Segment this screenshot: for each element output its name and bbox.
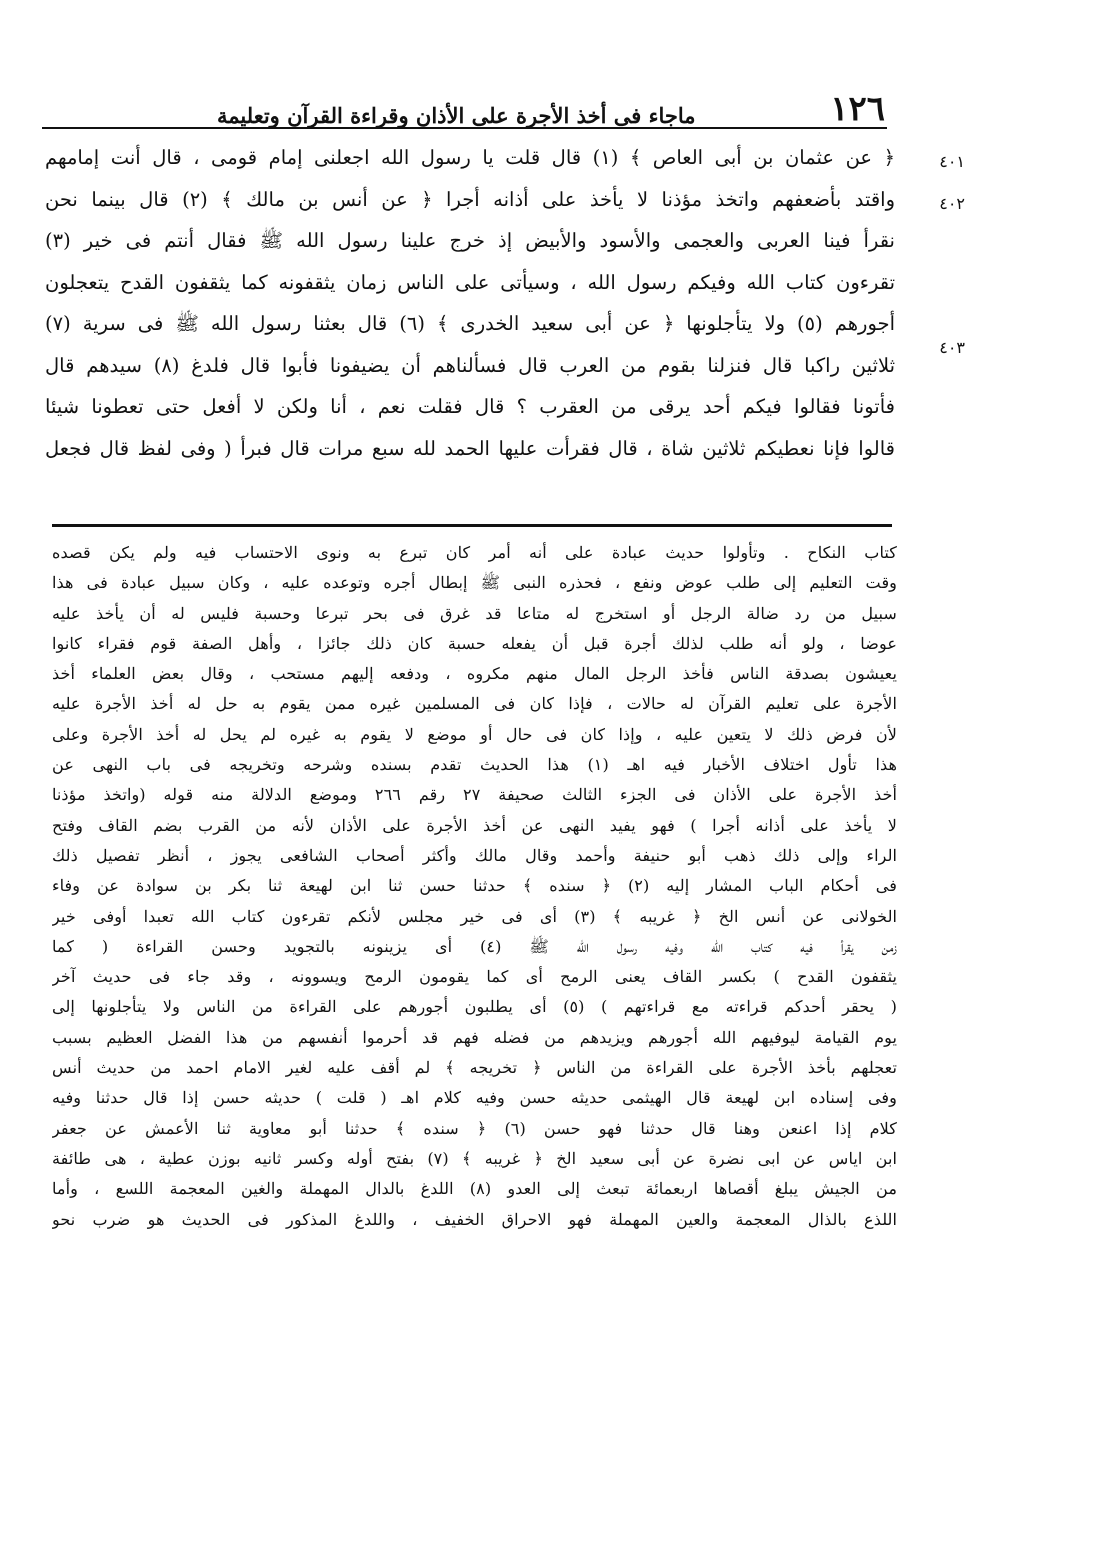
page-number: ١٢٦ xyxy=(830,89,885,129)
running-title: ماجاء فى أخذ الأجرة على الأذان وقراءة القرآن وتعليمة xyxy=(217,103,696,128)
hadith-line: ثلاثين راكبا قال فنزلنا بقوم من العرب قال فسألناهم أن يضيفونا فأبوا قال فلدغ (٨) سيدهم قال xyxy=(45,353,895,377)
hadith-line: أجورهم (٥) ولا يتأجلونها ﴿ عن أبى سعيد الخدرى ﴾ (٦) قال بعثنا رسول الله ﷺ فى سرية (٧) xyxy=(45,312,895,335)
commentary-line: يعيشون بصدقة الناس فأخذ الرجل المال منهم مكروه ، ودفعه إليهم مستحب ، وقال بعض العلماء أخذ xyxy=(52,664,897,684)
commentary-line: لا يأخذ على أذانه أجرا ) فهو يفيد النهى عن أخذ الأجرة على الأذان لأنه من القرب بضم القاف وفتح xyxy=(52,815,897,835)
commentary-line: تعجلهم بأخذ الأجرة على القراءة من الناس ﴿ تخريجه ﴾ لم أقف عليه لغير الامام احمد من حديث أنس xyxy=(52,1058,897,1078)
hadith-line: فأتونا فقالوا فيكم أحد يرقى من العقرب ؟ قال فقلت نعم ، أنا ولكن لا أفعل حتى تعطونا شيئا xyxy=(45,395,895,418)
hadith-number: ٤٠٣ xyxy=(939,338,965,357)
commentary-line: سبيل من رد ضالة الرجل أو استخرج له متاعا قد غرق فى بحر تبرعا وحسبة فليس له أن يأخذ عليه xyxy=(52,603,897,623)
hadith-number: ٤٠٢ xyxy=(939,194,965,213)
commentary-line: الراء وإلى ذلك ذهب أبو حنيفة وأحمد وقال مالك وأكثر أصحاب الشافعى يجوز ، أنظر تفصيل ذلك xyxy=(52,845,897,865)
commentary-line: هذا تأول اختلاف الأخبار فيه اهـ (١) هذا الحديث تقدم بسنده وشرحه وتخريجه فى باب النهى عن xyxy=(52,755,897,775)
commentary-line: زمن يقرأ فيه كتاب الله وفيه رسول الله ﷺ (٤) أى يزينونه بالتجويد وحسن القراءة ( كما xyxy=(52,936,897,956)
commentary-line: يوم القيامة ليوفيهم الله أجورهم ويزيدهم من فضله فهم قد أحرموا أنفسهم من هذا الفضل العظيم بسبب xyxy=(52,1027,897,1047)
commentary-line: أخذ الأجرة على الأذان فى الجزء الثالث صحيفة ٢٧ رقم ٢٦٦ وموضع الدلالة منه قوله (واتخذ مؤذنا xyxy=(52,785,897,805)
commentary-text xyxy=(52,538,897,1508)
commentary-line: عوضا ، ولو أنه طلب لذلك أجرة قبل أن يفعله حسبة كان ذلك جائزا ، وأهل الصفة قوم فقراء كانوا xyxy=(52,633,897,653)
commentary-line: يثقفون القدح ) بكسر القاف يعنى الرمح أى كما يقومون الرمح ويسوونه ، وقد جاء فى حديث آخر xyxy=(52,967,897,987)
commentary-line: الأجرة على تعليم القرآن له حالات ، فإذا كان فى المسلمين غيره ممن يقوم به حل له أخذ الأجرة عليه xyxy=(52,694,897,714)
page-header xyxy=(205,82,885,129)
commentary-line: فى أحكام الباب المشار إليه (٢) ﴿ سنده ﴾ حدثنا حسن ثنا ابن لهيعة ثنا بكر بن سوادة عن وفاء xyxy=(52,876,897,896)
commentary-line: كلام إذا اعنعن وهنا قال حدثنا فهو حسن (٦) ﴿ سنده ﴾ حدثنا أبو معاوية ثنا الأعمش عن جعفر xyxy=(52,1118,897,1138)
hadith-line: ﴿ عن عثمان بن أبى العاص ﴾ (١) قال قلت يا رسول الله اجعلنى إمام قومى ، قال أنت إمامهم xyxy=(45,146,895,169)
header-rule xyxy=(42,127,887,129)
hadith-number-column xyxy=(905,140,965,520)
commentary-line: الخولانى عن أنس الخ ﴿ غريبه ﴾ (٣) أى فى خير مجلس لأنكم تقرءون كتاب الله تعبدا أوفى خير xyxy=(52,906,897,926)
commentary-line: وفى إسناده ابن لهيعة قال الهيثمى حديثه حسن وفيه كلام اهـ ( قلت ) حديثه حسن إذا قال حدثنا وفيه xyxy=(52,1088,897,1108)
hadith-text xyxy=(45,137,895,517)
section-divider xyxy=(52,524,892,527)
hadith-line: قالوا فإنا نعطيكم ثلاثين شاة ، قال فقرأت عليها الحمد لله سبع مرات قال فبرأ ( وفى لفظ قال فجعل xyxy=(45,436,895,460)
commentary-line: من الجيش يبلغ أقصاها اربعمائة تبعث إلى العدو (٨) اللدغ بالدال المهملة والغين المعجمة اللسع ، وأما xyxy=(52,1179,897,1199)
hadith-line: واقتد بأضعفهم واتخذ مؤذنا لا يأخذ على أذانه أجرا ﴿ عن أنس بن مالك ﴾ (٢) قال بينما نحن xyxy=(45,187,895,211)
commentary-line: ابن اياس عن ابى نضرة عن أبى سعيد الخ ﴿ غريبه ﴾ (٧) بفتح أوله وكسر ثانيه بوزن عطية ، هى طائفة xyxy=(52,1148,897,1168)
commentary-line: اللذع بالذال المعجمة والعين المهملة فهو الاحراق الخفيف ، واللدغ المذكور فى الحديث هو ضرب نحو xyxy=(52,1209,897,1229)
commentary-line: لأن فرض ذلك لا يتعين عليه ، وإذا كان فى حال أو موضع لا يقوم به غيره لم يحل له أخذ الأجرة وعلى xyxy=(52,724,897,744)
commentary-line: وقت التعليم إلى طلب عوض ونفع ، فحذره النبى ﷺ إبطال أجره وتوعده عليه ، وكان سبيل عبادة فى هذا xyxy=(52,573,897,593)
hadith-number: ٤٠١ xyxy=(939,152,965,171)
hadith-line: نقرأ فينا العربى والعجمى والأسود والأبيض إذ خرج علينا رسول الله ﷺ فقال أنتم فى خير (٣) xyxy=(45,229,895,252)
commentary-line: كتاب النكاح . وتأولوا حديث عبادة على أنه أمر كان تبرع به ونوى الاحتساب فيه ولم يكن قصده xyxy=(52,543,897,562)
hadith-line: تقرءون كتاب الله وفيكم رسول الله ، وسيأتى على الناس زمان يثقفونه كما يثقفون القدح يتعجلون xyxy=(45,270,895,294)
commentary-line: ( يحقر أحدكم قراءته مع قراءتهم ) (٥) أى يطلبون أجورهم على القراءة من الناس ولا يتأجلونها إلى xyxy=(52,997,897,1017)
